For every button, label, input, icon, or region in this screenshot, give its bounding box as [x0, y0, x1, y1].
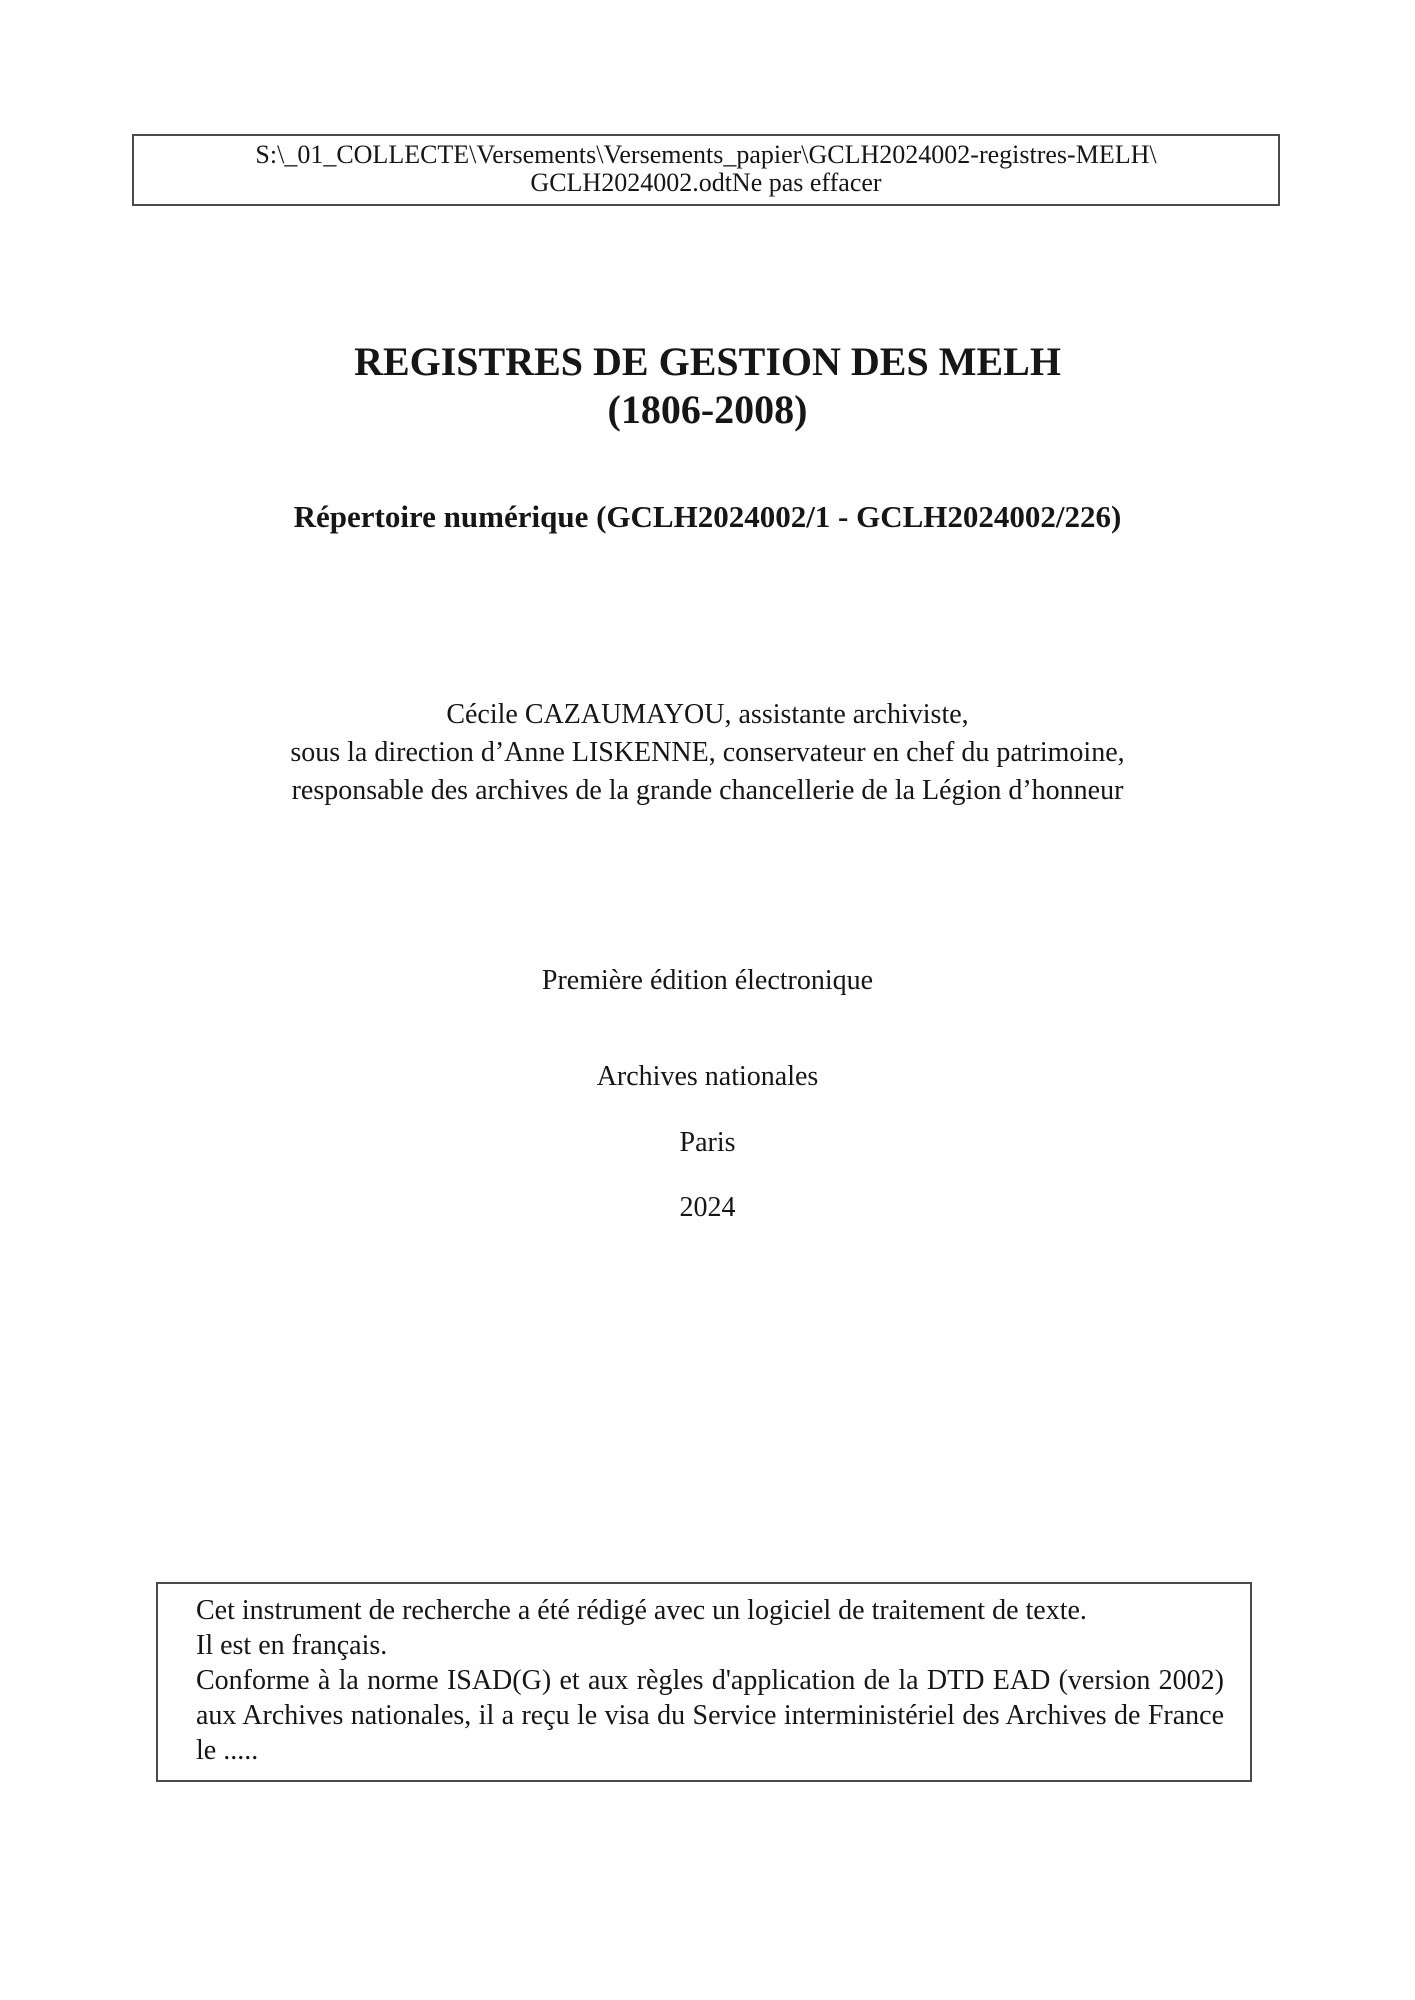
file-path-box	[132, 134, 1280, 206]
file-path-line-1: S:\_01_COLLECTE\Versements\Versements_papier\GCLH2024002-registres-MELH\	[255, 140, 1157, 169]
file-path-line-2: GCLH2024002.odtNe pas effacer	[530, 168, 882, 197]
edition-statement: Première édition électronique	[541, 965, 874, 996]
publication-place: Paris	[679, 1127, 736, 1158]
notice-line-2: Il est en français.	[196, 1630, 388, 1661]
author-line-2: sous la direction d’Anne LISKENNE, conservateur en chef du patrimoine,	[290, 737, 1125, 768]
notice-box	[156, 1582, 1252, 1782]
author-line-3: responsable des archives de la grande chancellerie de la Légion d’honneur	[291, 775, 1124, 806]
document-subtitle: Répertoire numérique (GCLH2024002/1 - GCLH2024002/226)	[293, 499, 1122, 534]
publisher-name: Archives nationales	[596, 1061, 819, 1092]
document-title	[0, 338, 1415, 434]
author-block	[0, 696, 1415, 810]
notice-paragraph: Conforme à la norme ISAD(G) et aux règles d'application de la DTD EAD (version 2002) aux Archives nationales, il a reçu le visa du Service interministériel des Archives de France le .....	[196, 1665, 1224, 1766]
document-title-line-2: (1806-2008)	[607, 387, 808, 432]
document-title-line-1: REGISTRES DE GESTION DES MELH	[354, 339, 1061, 384]
notice-line-1: Cet instrument de recherche a été rédigé avec un logiciel de traitement de texte.	[196, 1595, 1087, 1626]
publication-year: 2024	[679, 1192, 736, 1223]
author-line-1: Cécile CAZAUMAYOU, assistante archiviste,	[446, 699, 969, 730]
